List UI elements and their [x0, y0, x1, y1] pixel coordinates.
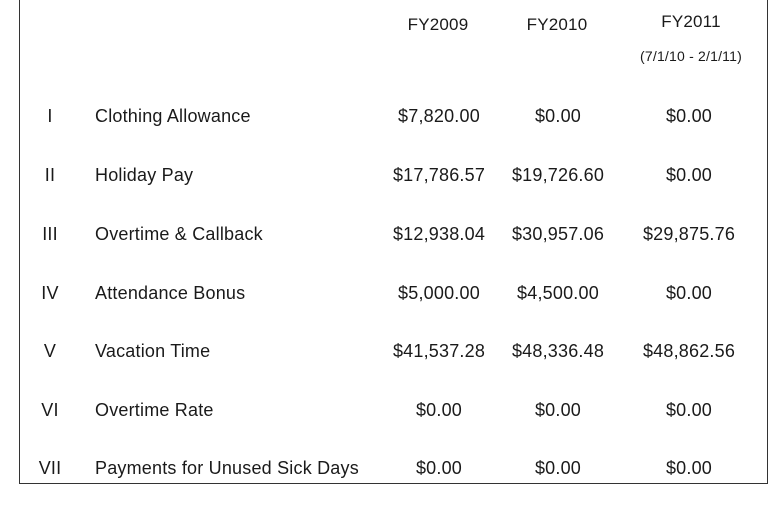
cell-fy2010: $48,336.48 [511, 341, 605, 361]
table-row [0, 106, 784, 132]
row-number: III [42, 224, 58, 244]
cell-fy2010: $0.00 [534, 458, 582, 478]
header-fy2011: FY2011 [661, 12, 721, 31]
cell-fy2011: $0.00 [665, 106, 713, 126]
row-number: II [44, 165, 56, 185]
row-label: Overtime Rate [95, 400, 214, 420]
cell-fy2011: $0.00 [665, 400, 713, 420]
table-row [0, 283, 784, 309]
cell-fy2009: $0.00 [415, 458, 463, 478]
cell-fy2009: $41,537.28 [392, 341, 486, 361]
header-fy2011-range: (7/1/10 - 2/1/11) [640, 48, 742, 64]
cell-fy2010: $19,726.60 [511, 165, 605, 185]
cell-fy2009: $5,000.00 [398, 283, 480, 303]
row-label: Vacation Time [95, 341, 211, 361]
row-label: Overtime & Callback [95, 224, 263, 244]
row-number: IV [41, 283, 59, 303]
cell-fy2010: $0.00 [534, 106, 582, 126]
table-row [0, 224, 784, 250]
table-row [0, 165, 784, 191]
cell-fy2009: $17,786.57 [392, 165, 486, 185]
cell-fy2010: $30,957.06 [511, 224, 605, 244]
row-number: V [43, 341, 57, 361]
header-fy2010: FY2010 [526, 15, 588, 34]
cell-fy2011: $48,862.56 [642, 341, 736, 361]
header-fy2009: FY2009 [407, 15, 469, 34]
cell-fy2010: $0.00 [534, 400, 582, 420]
table-row [0, 341, 784, 367]
table-row [0, 458, 784, 484]
cell-fy2009: $7,820.00 [398, 106, 480, 126]
row-label: Payments for Unused Sick Days [95, 458, 359, 478]
cell-fy2009: $0.00 [415, 400, 463, 420]
row-label: Clothing Allowance [95, 106, 251, 126]
row-label: Attendance Bonus [95, 283, 246, 303]
row-number: I [47, 106, 53, 126]
cell-fy2011: $0.00 [665, 458, 713, 478]
cell-fy2010: $4,500.00 [517, 283, 599, 303]
table-row [0, 400, 784, 426]
cell-fy2009: $12,938.04 [392, 224, 486, 244]
cell-fy2011: $0.00 [665, 165, 713, 185]
row-label: Holiday Pay [95, 165, 194, 185]
row-number: VI [41, 400, 59, 420]
row-number: VII [38, 458, 62, 478]
cell-fy2011: $29,875.76 [642, 224, 736, 244]
cell-fy2011: $0.00 [665, 283, 713, 303]
